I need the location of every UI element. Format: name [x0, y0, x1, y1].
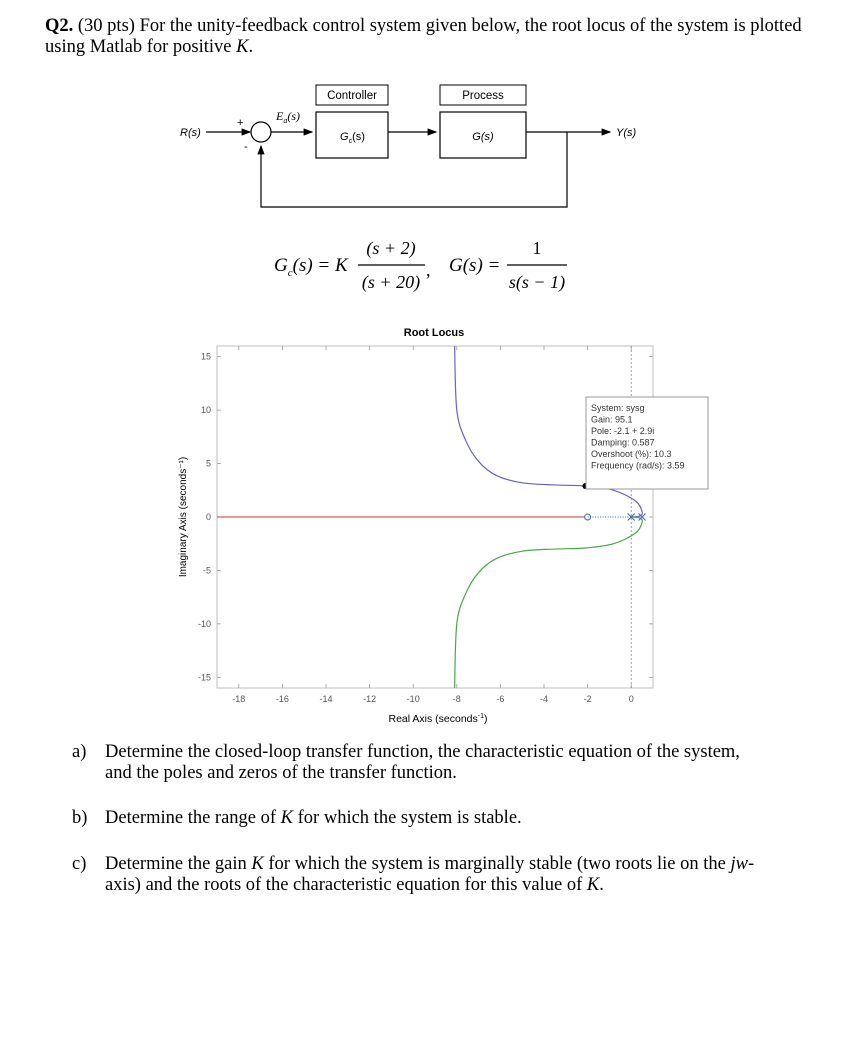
datatip-line: Pole: -2.1 + 2.9i: [591, 426, 655, 436]
x-tick-label: -16: [275, 694, 289, 704]
x-tick-label: -2: [583, 694, 592, 704]
x-tick-label: -6: [496, 694, 505, 704]
x-tick-label: -10: [406, 694, 420, 704]
question-end: .: [248, 37, 254, 57]
part-a-text: Determine the closed-loop transfer function, the characteristic equation of the system, and the poles and zeros of the transfer function.: [105, 742, 740, 783]
g-equation-lhs: G(s) =: [449, 255, 501, 276]
gc-denominator: (s + 20): [361, 272, 421, 292]
g-denominator: s(s − 1): [508, 272, 566, 292]
x-tick-label: -12: [363, 694, 377, 704]
gc-equation-lhs: $G_c(s) = K$: [274, 255, 348, 279]
datatip-line: Overshoot (%): 10.3: [591, 449, 672, 459]
y-tick-label: -5: [202, 565, 211, 576]
part-c-text: Determine the gain K for which the system is marginally stable (two roots lie on the jw- axis) and the roots of the characteristic equation for this value of K.: [105, 854, 755, 895]
question-number: Q2.: [45, 16, 74, 36]
process-title: Process: [462, 90, 504, 102]
y-tick-label: 5: [205, 458, 211, 469]
g-numerator: 1: [532, 238, 542, 258]
y-tick-label: 10: [200, 405, 211, 416]
x-tick-label: -4: [539, 694, 549, 704]
minus-sign: -: [244, 141, 248, 153]
y-tick-label: 0: [205, 512, 211, 522]
output-label: Y(s): [616, 127, 637, 139]
y-tick-label: -15: [197, 672, 211, 683]
part-a-label: a): [72, 742, 87, 762]
plus-sign: +: [237, 117, 244, 129]
part-a: [72, 742, 812, 786]
part-b-text: Determine the range of K for which the system is stable.: [105, 808, 522, 828]
question-points: (30 pts): [77, 16, 135, 36]
process-tf: G(s): [472, 131, 494, 143]
y-tick-label: -10: [197, 618, 211, 629]
x-tick-label: -14: [319, 694, 333, 704]
part-c: [72, 854, 812, 898]
controller-title: Controller: [327, 90, 377, 102]
y-axis-label: Imaginary Axis (seconds⁻¹): [178, 456, 189, 578]
gc-numerator: (s + 2): [366, 238, 416, 258]
x-tick-label: -18: [232, 694, 246, 704]
controller-tf: $G_c(s)$: [340, 131, 365, 145]
x-tick-label: -8: [452, 694, 461, 704]
question-text: For the unity-feedback control system given below, the root locus of the system is plotted using Matlab for positive: [45, 16, 802, 57]
datatip-line: Frequency (rad/s): 3.59: [591, 460, 685, 471]
y-tick-label: 15: [200, 351, 211, 362]
part-b: [72, 808, 812, 830]
input-label: R(s): [180, 127, 201, 139]
part-b-label: b): [72, 808, 88, 828]
datatip-line: Damping: 0.587: [591, 437, 655, 448]
datatip-line: System: sysg: [591, 403, 645, 413]
question-k: K: [236, 37, 249, 57]
chart-title: Root Locus: [403, 327, 465, 339]
error-label: $E_a(s)$: [276, 109, 301, 125]
equation-comma: ,: [426, 260, 431, 280]
part-c-label: c): [72, 854, 87, 874]
x-axis-label: Real Axis (seconds$^{-1}$): [388, 713, 488, 725]
x-tick-label: 0: [628, 694, 634, 704]
datatip-line: Gain: 95.1: [591, 414, 633, 425]
